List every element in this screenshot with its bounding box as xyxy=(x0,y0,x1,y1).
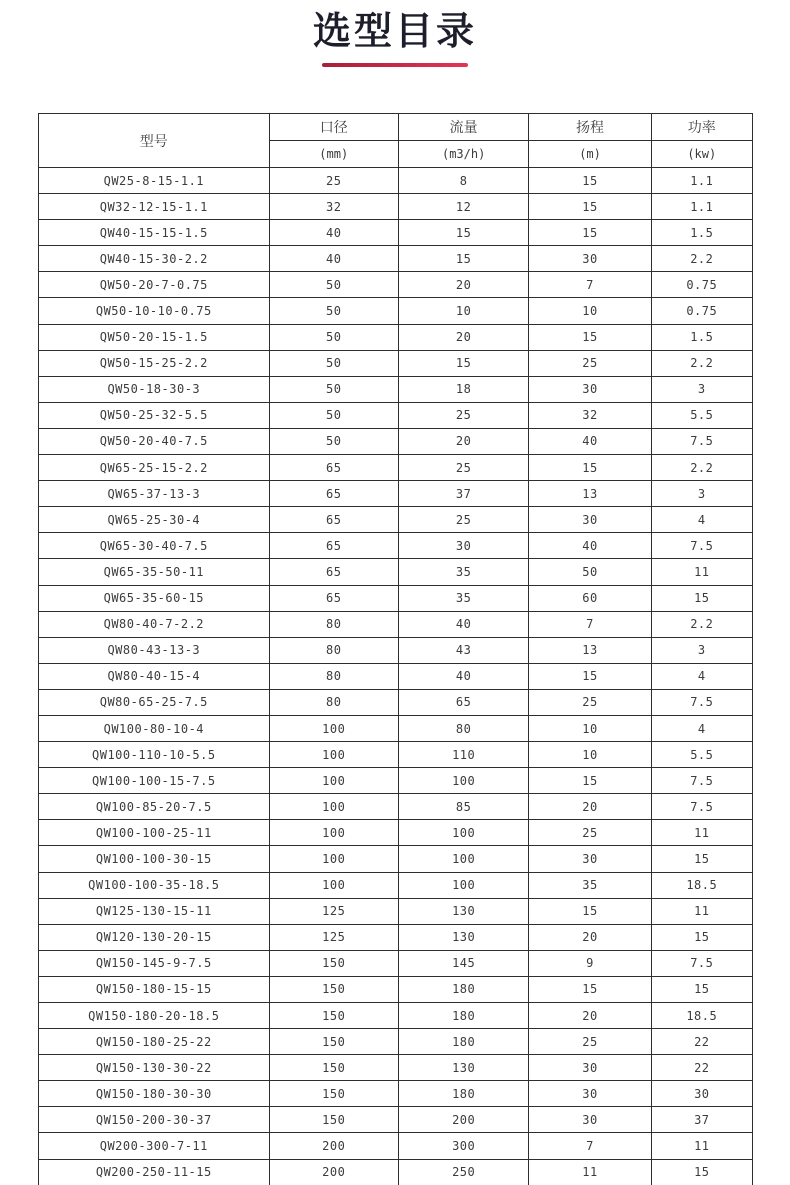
table-body xyxy=(39,168,753,1185)
diameter-cell: 80 xyxy=(269,611,398,637)
power-cell: 2.2 xyxy=(651,350,752,376)
flow-cell: 40 xyxy=(398,611,529,637)
table-row xyxy=(39,324,753,350)
power-cell: 2.2 xyxy=(651,455,752,481)
table-row xyxy=(39,507,753,533)
table-row xyxy=(39,1029,753,1055)
diameter-cell: 150 xyxy=(269,1055,398,1081)
model-cell: QW50-18-30-3 xyxy=(39,376,270,402)
table-row xyxy=(39,872,753,898)
table-row xyxy=(39,194,753,220)
model-cell: QW80-43-13-3 xyxy=(39,637,270,663)
column-header-power: 功率 xyxy=(651,114,752,141)
diameter-cell: 200 xyxy=(269,1133,398,1159)
table-row xyxy=(39,1159,753,1185)
model-cell: QW150-200-30-37 xyxy=(39,1107,270,1133)
model-cell: QW65-35-50-11 xyxy=(39,559,270,585)
flow-cell: 20 xyxy=(398,428,529,454)
power-cell: 37 xyxy=(651,1107,752,1133)
diameter-cell: 125 xyxy=(269,924,398,950)
model-cell: QW50-10-10-0.75 xyxy=(39,298,270,324)
table-row xyxy=(39,689,753,715)
flow-cell: 130 xyxy=(398,898,529,924)
table-row xyxy=(39,846,753,872)
head-cell: 7 xyxy=(529,611,651,637)
head-cell: 30 xyxy=(529,1055,651,1081)
power-cell: 22 xyxy=(651,1055,752,1081)
diameter-cell: 150 xyxy=(269,1003,398,1029)
diameter-cell: 50 xyxy=(269,402,398,428)
model-cell: QW120-130-20-15 xyxy=(39,924,270,950)
power-cell: 4 xyxy=(651,663,752,689)
table-row xyxy=(39,611,753,637)
diameter-cell: 50 xyxy=(269,272,398,298)
model-cell: QW80-65-25-7.5 xyxy=(39,689,270,715)
power-cell: 7.5 xyxy=(651,794,752,820)
model-cell: QW100-80-10-4 xyxy=(39,715,270,741)
head-cell: 15 xyxy=(529,324,651,350)
flow-cell: 130 xyxy=(398,924,529,950)
power-cell: 1.5 xyxy=(651,220,752,246)
head-cell: 15 xyxy=(529,976,651,1002)
model-cell: QW65-35-60-15 xyxy=(39,585,270,611)
table-row xyxy=(39,428,753,454)
table-row xyxy=(39,376,753,402)
diameter-cell: 32 xyxy=(269,194,398,220)
head-cell: 30 xyxy=(529,1107,651,1133)
header-row-names xyxy=(39,114,753,141)
flow-cell: 25 xyxy=(398,455,529,481)
power-cell: 1.1 xyxy=(651,194,752,220)
flow-cell: 65 xyxy=(398,689,529,715)
column-unit-flow: (m3/h) xyxy=(398,141,529,168)
head-cell: 30 xyxy=(529,507,651,533)
power-cell: 3 xyxy=(651,481,752,507)
diameter-cell: 65 xyxy=(269,533,398,559)
diameter-cell: 80 xyxy=(269,637,398,663)
power-cell: 15 xyxy=(651,924,752,950)
selection-table-wrapper xyxy=(38,113,753,1185)
model-cell: QW65-30-40-7.5 xyxy=(39,533,270,559)
head-cell: 30 xyxy=(529,246,651,272)
model-cell: QW50-20-40-7.5 xyxy=(39,428,270,454)
head-cell: 25 xyxy=(529,350,651,376)
head-cell: 10 xyxy=(529,742,651,768)
head-cell: 15 xyxy=(529,455,651,481)
flow-cell: 43 xyxy=(398,637,529,663)
head-cell: 25 xyxy=(529,820,651,846)
flow-cell: 35 xyxy=(398,559,529,585)
table-row xyxy=(39,1107,753,1133)
power-cell: 5.5 xyxy=(651,742,752,768)
model-cell: QW50-20-7-0.75 xyxy=(39,272,270,298)
table-row xyxy=(39,455,753,481)
flow-cell: 25 xyxy=(398,402,529,428)
power-cell: 15 xyxy=(651,846,752,872)
power-cell: 11 xyxy=(651,820,752,846)
power-cell: 0.75 xyxy=(651,298,752,324)
power-cell: 7.5 xyxy=(651,950,752,976)
diameter-cell: 150 xyxy=(269,976,398,1002)
head-cell: 35 xyxy=(529,872,651,898)
head-cell: 25 xyxy=(529,1029,651,1055)
flow-cell: 100 xyxy=(398,768,529,794)
diameter-cell: 80 xyxy=(269,689,398,715)
table-row xyxy=(39,924,753,950)
table-row xyxy=(39,272,753,298)
diameter-cell: 25 xyxy=(269,168,398,194)
power-cell: 7.5 xyxy=(651,428,752,454)
diameter-cell: 40 xyxy=(269,246,398,272)
flow-cell: 100 xyxy=(398,872,529,898)
power-cell: 22 xyxy=(651,1029,752,1055)
diameter-cell: 50 xyxy=(269,350,398,376)
column-unit-head: (m) xyxy=(529,141,651,168)
power-cell: 1.1 xyxy=(651,168,752,194)
flow-cell: 20 xyxy=(398,272,529,298)
flow-cell: 85 xyxy=(398,794,529,820)
table-row xyxy=(39,742,753,768)
table-row xyxy=(39,715,753,741)
power-cell: 2.2 xyxy=(651,246,752,272)
model-cell: QW40-15-30-2.2 xyxy=(39,246,270,272)
table-row xyxy=(39,1003,753,1029)
model-cell: QW150-180-30-30 xyxy=(39,1081,270,1107)
flow-cell: 15 xyxy=(398,350,529,376)
diameter-cell: 125 xyxy=(269,898,398,924)
model-cell: QW100-100-35-18.5 xyxy=(39,872,270,898)
head-cell: 7 xyxy=(529,1133,651,1159)
head-cell: 10 xyxy=(529,715,651,741)
column-header-head: 扬程 xyxy=(529,114,651,141)
model-cell: QW150-180-15-15 xyxy=(39,976,270,1002)
flow-cell: 10 xyxy=(398,298,529,324)
diameter-cell: 100 xyxy=(269,820,398,846)
head-cell: 15 xyxy=(529,663,651,689)
flow-cell: 200 xyxy=(398,1107,529,1133)
flow-cell: 180 xyxy=(398,976,529,1002)
flow-cell: 20 xyxy=(398,324,529,350)
diameter-cell: 150 xyxy=(269,1029,398,1055)
column-header-flow: 流量 xyxy=(398,114,529,141)
model-cell: QW25-8-15-1.1 xyxy=(39,168,270,194)
head-cell: 15 xyxy=(529,898,651,924)
power-cell: 7.5 xyxy=(651,689,752,715)
model-cell: QW150-180-25-22 xyxy=(39,1029,270,1055)
diameter-cell: 65 xyxy=(269,455,398,481)
table-row xyxy=(39,559,753,585)
power-cell: 0.75 xyxy=(651,272,752,298)
head-cell: 25 xyxy=(529,689,651,715)
power-cell: 3 xyxy=(651,637,752,663)
model-cell: QW32-12-15-1.1 xyxy=(39,194,270,220)
head-cell: 15 xyxy=(529,220,651,246)
head-cell: 30 xyxy=(529,1081,651,1107)
flow-cell: 15 xyxy=(398,220,529,246)
diameter-cell: 100 xyxy=(269,872,398,898)
diameter-cell: 100 xyxy=(269,768,398,794)
model-cell: QW100-85-20-7.5 xyxy=(39,794,270,820)
diameter-cell: 50 xyxy=(269,376,398,402)
diameter-cell: 50 xyxy=(269,298,398,324)
table-row xyxy=(39,481,753,507)
title-accent-line xyxy=(322,63,468,67)
power-cell: 2.2 xyxy=(651,611,752,637)
model-cell: QW80-40-15-4 xyxy=(39,663,270,689)
power-cell: 15 xyxy=(651,585,752,611)
model-cell: QW50-15-25-2.2 xyxy=(39,350,270,376)
column-unit-power: (kw) xyxy=(651,141,752,168)
flow-cell: 12 xyxy=(398,194,529,220)
head-cell: 32 xyxy=(529,402,651,428)
flow-cell: 80 xyxy=(398,715,529,741)
head-cell: 60 xyxy=(529,585,651,611)
power-cell: 1.5 xyxy=(651,324,752,350)
model-cell: QW100-100-25-11 xyxy=(39,820,270,846)
power-cell: 7.5 xyxy=(651,533,752,559)
power-cell: 11 xyxy=(651,559,752,585)
table-row xyxy=(39,768,753,794)
model-cell: QW40-15-15-1.5 xyxy=(39,220,270,246)
table-row xyxy=(39,585,753,611)
head-cell: 15 xyxy=(529,768,651,794)
diameter-cell: 100 xyxy=(269,794,398,820)
head-cell: 30 xyxy=(529,846,651,872)
model-cell: QW65-25-30-4 xyxy=(39,507,270,533)
flow-cell: 145 xyxy=(398,950,529,976)
diameter-cell: 65 xyxy=(269,481,398,507)
model-cell: QW150-180-20-18.5 xyxy=(39,1003,270,1029)
table-row xyxy=(39,898,753,924)
model-cell: QW150-145-9-7.5 xyxy=(39,950,270,976)
flow-cell: 100 xyxy=(398,820,529,846)
flow-cell: 300 xyxy=(398,1133,529,1159)
head-cell: 7 xyxy=(529,272,651,298)
flow-cell: 180 xyxy=(398,1003,529,1029)
head-cell: 20 xyxy=(529,924,651,950)
power-cell: 18.5 xyxy=(651,872,752,898)
diameter-cell: 100 xyxy=(269,715,398,741)
flow-cell: 8 xyxy=(398,168,529,194)
model-cell: QW100-100-30-15 xyxy=(39,846,270,872)
model-cell: QW100-110-10-5.5 xyxy=(39,742,270,768)
table-row xyxy=(39,298,753,324)
diameter-cell: 100 xyxy=(269,846,398,872)
column-header-diameter: 口径 xyxy=(269,114,398,141)
model-cell: QW150-130-30-22 xyxy=(39,1055,270,1081)
flow-cell: 180 xyxy=(398,1029,529,1055)
table-row xyxy=(39,1081,753,1107)
model-cell: QW65-37-13-3 xyxy=(39,481,270,507)
table-row xyxy=(39,637,753,663)
flow-cell: 35 xyxy=(398,585,529,611)
head-cell: 15 xyxy=(529,168,651,194)
head-cell: 40 xyxy=(529,428,651,454)
model-cell: QW65-25-15-2.2 xyxy=(39,455,270,481)
diameter-cell: 65 xyxy=(269,585,398,611)
diameter-cell: 80 xyxy=(269,663,398,689)
power-cell: 11 xyxy=(651,1133,752,1159)
flow-cell: 110 xyxy=(398,742,529,768)
table-header xyxy=(39,114,753,168)
power-cell: 4 xyxy=(651,507,752,533)
model-cell: QW50-20-15-1.5 xyxy=(39,324,270,350)
head-cell: 20 xyxy=(529,1003,651,1029)
model-cell: QW80-40-7-2.2 xyxy=(39,611,270,637)
power-cell: 5.5 xyxy=(651,402,752,428)
head-cell: 13 xyxy=(529,481,651,507)
flow-cell: 250 xyxy=(398,1159,529,1185)
power-cell: 7.5 xyxy=(651,768,752,794)
power-cell: 3 xyxy=(651,376,752,402)
table-row xyxy=(39,663,753,689)
model-cell: QW200-300-7-11 xyxy=(39,1133,270,1159)
diameter-cell: 65 xyxy=(269,559,398,585)
diameter-cell: 65 xyxy=(269,507,398,533)
head-cell: 11 xyxy=(529,1159,651,1185)
diameter-cell: 150 xyxy=(269,950,398,976)
table-row xyxy=(39,402,753,428)
head-cell: 9 xyxy=(529,950,651,976)
head-cell: 50 xyxy=(529,559,651,585)
power-cell: 4 xyxy=(651,715,752,741)
power-cell: 15 xyxy=(651,976,752,1002)
table-row xyxy=(39,976,753,1002)
head-cell: 13 xyxy=(529,637,651,663)
flow-cell: 40 xyxy=(398,663,529,689)
column-header-model: 型号 xyxy=(39,114,270,168)
model-cell: QW125-130-15-11 xyxy=(39,898,270,924)
head-cell: 30 xyxy=(529,376,651,402)
flow-cell: 25 xyxy=(398,507,529,533)
flow-cell: 30 xyxy=(398,533,529,559)
page-title: 选型目录 xyxy=(312,9,477,53)
table-row xyxy=(39,950,753,976)
power-cell: 11 xyxy=(651,898,752,924)
power-cell: 30 xyxy=(651,1081,752,1107)
diameter-cell: 150 xyxy=(269,1107,398,1133)
table-row xyxy=(39,533,753,559)
diameter-cell: 150 xyxy=(269,1081,398,1107)
flow-cell: 37 xyxy=(398,481,529,507)
table-row xyxy=(39,820,753,846)
model-cell: QW200-250-11-15 xyxy=(39,1159,270,1185)
table-row xyxy=(39,350,753,376)
power-cell: 18.5 xyxy=(651,1003,752,1029)
table-row xyxy=(39,1133,753,1159)
column-unit-diameter: (mm) xyxy=(269,141,398,168)
selection-table xyxy=(38,113,753,1185)
flow-cell: 18 xyxy=(398,376,529,402)
flow-cell: 130 xyxy=(398,1055,529,1081)
table-row xyxy=(39,246,753,272)
head-cell: 15 xyxy=(529,194,651,220)
table-row xyxy=(39,220,753,246)
table-row xyxy=(39,168,753,194)
head-cell: 10 xyxy=(529,298,651,324)
table-row xyxy=(39,794,753,820)
head-cell: 20 xyxy=(529,794,651,820)
diameter-cell: 50 xyxy=(269,324,398,350)
table-row xyxy=(39,1055,753,1081)
flow-cell: 180 xyxy=(398,1081,529,1107)
diameter-cell: 200 xyxy=(269,1159,398,1185)
diameter-cell: 50 xyxy=(269,428,398,454)
power-cell: 15 xyxy=(651,1159,752,1185)
flow-cell: 15 xyxy=(398,246,529,272)
model-cell: QW50-25-32-5.5 xyxy=(39,402,270,428)
flow-cell: 100 xyxy=(398,846,529,872)
diameter-cell: 40 xyxy=(269,220,398,246)
diameter-cell: 100 xyxy=(269,742,398,768)
model-cell: QW100-100-15-7.5 xyxy=(39,768,270,794)
head-cell: 40 xyxy=(529,533,651,559)
